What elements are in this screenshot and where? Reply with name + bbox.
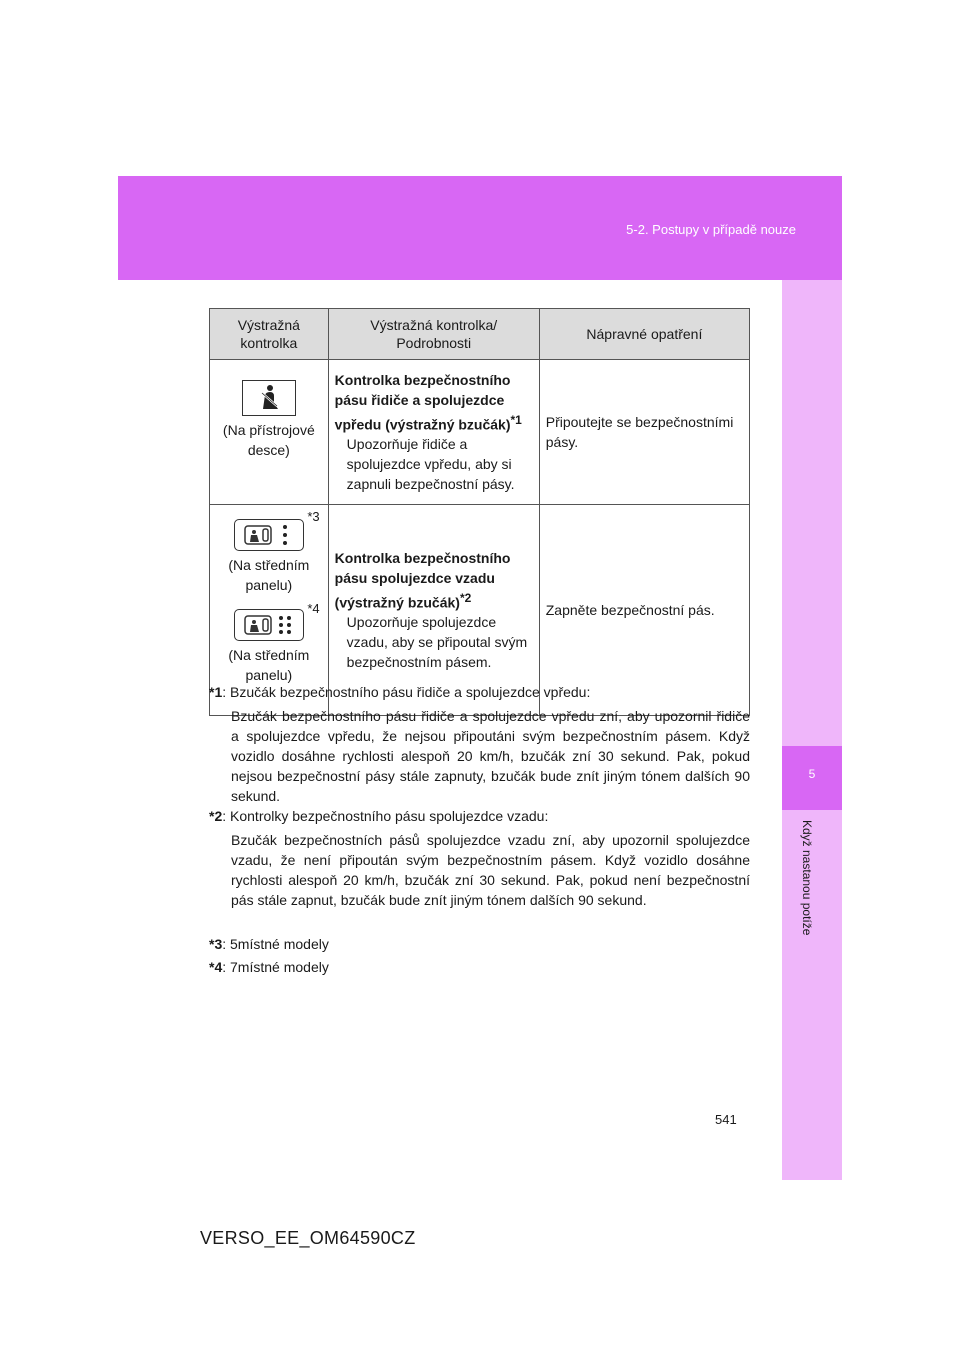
footnote: [209, 957, 750, 977]
header-cell-action: Nápravné opatření: [539, 309, 749, 360]
lamp-location-label: (Na středním panelu): [228, 557, 310, 593]
seatbelt-warning-icon: [242, 380, 296, 416]
header-band: [118, 176, 842, 280]
footnote-mark: *2: [459, 590, 472, 605]
action-cell: Zapněte bezpečnostní pás.: [539, 505, 749, 716]
lamp-title: Kontrolka bezpečnostního pásu spolujezdce vzadu (výstražný bzučák): [334, 549, 511, 611]
section-title: 5-2. Postupy v případě nouze: [626, 222, 796, 237]
action-cell: Připoutejte se bezpečnostními pásy.: [539, 360, 749, 505]
footnote-label: : Kontrolky bezpečnostního pásu spolujezdce vzadu:: [222, 808, 549, 824]
lamp-description: Upozorňuje řidiče a spolujezdce vpředu, aby si zapnuli bezpečnostní pásy.: [346, 436, 515, 493]
footnote: [209, 682, 750, 806]
lamp-location-label: (Na středním panelu): [228, 647, 310, 683]
footnote-mark: *1: [209, 684, 223, 700]
chapter-side-strip: [782, 280, 842, 1180]
header-cell-details: Výstražná kontrolka/ Podrobnosti: [328, 309, 539, 360]
footnote-body: Bzučák bezpečnostního pásu řidiče a spolujezdce vpředu zní, aby upozornil řidiče a spolujezdce vpředu, že nejsou připoutáni svým bezpečnostním pásem. Když vozidlo dosáhne rychlosti alespoň 20 km/h, bzučák zní 30 sekund. Pak, pokud nejsou bezpečnostní pásy stále zapnuty, bzučák bude znít jiným tónem dalších 90 sekund.: [231, 708, 750, 804]
page-number: 541: [715, 1112, 737, 1127]
details-cell: [328, 360, 539, 505]
footnote-label: : 7místné modely: [222, 959, 329, 975]
footnote-mark: *3: [209, 936, 223, 952]
footnote-mark: *4: [209, 959, 223, 975]
rear-seatbelt-7seat-icon: [234, 609, 304, 641]
footnote-mark: *2: [209, 808, 223, 824]
footnote: [209, 934, 750, 954]
footnote-body: Bzučák bezpečnostních pásů spolujezdce vzadu zní, aby upozornil spolujezdce vzadu, že není připoután svým bezpečnostním pásem. Když vozidlo dosáhne rychlosti alespoň 20 km/h, bzučák zní 30 sekund. Pak, pokud není bezpečnostní pás stále zapnut, bzučák bude znít jiným tónem dalších 90 sekund.: [231, 832, 750, 908]
table-row: [210, 360, 750, 505]
document-code: VERSO_EE_OM64590CZ: [200, 1228, 416, 1248]
footnote-label: : Bzučák bezpečnostního pásu řidiče a spolujezdce vpředu:: [222, 684, 591, 700]
footnote-mark: *1: [510, 412, 522, 427]
rear-seatbelt-icon: [234, 519, 304, 551]
footnote: [209, 806, 750, 910]
lamp-location-label: (Na přístrojové desce): [222, 422, 315, 458]
chapter-number-tab[interactable]: 5: [782, 746, 842, 810]
lamp-description: Upozorňuje spolujezdce vzadu, aby se připoutal svým bezpečnostním pásem.: [346, 614, 528, 671]
warning-lamp-table: [209, 308, 750, 716]
footnote-mark: *4: [307, 601, 320, 616]
lamp-cell: [210, 360, 329, 505]
header-cell-lamp: Výstražná kontrolka: [210, 309, 329, 360]
lamp-title: Kontrolka bezpečnostního pásu řidiče a spolujezdce vpředu (výstražný bzučák): [334, 371, 511, 433]
chapter-title: Když nastanou potíže: [800, 820, 814, 936]
table-header-row: [210, 309, 750, 360]
footnote-label: : 5místné modely: [222, 936, 329, 952]
footnote-mark: *3: [307, 509, 320, 524]
